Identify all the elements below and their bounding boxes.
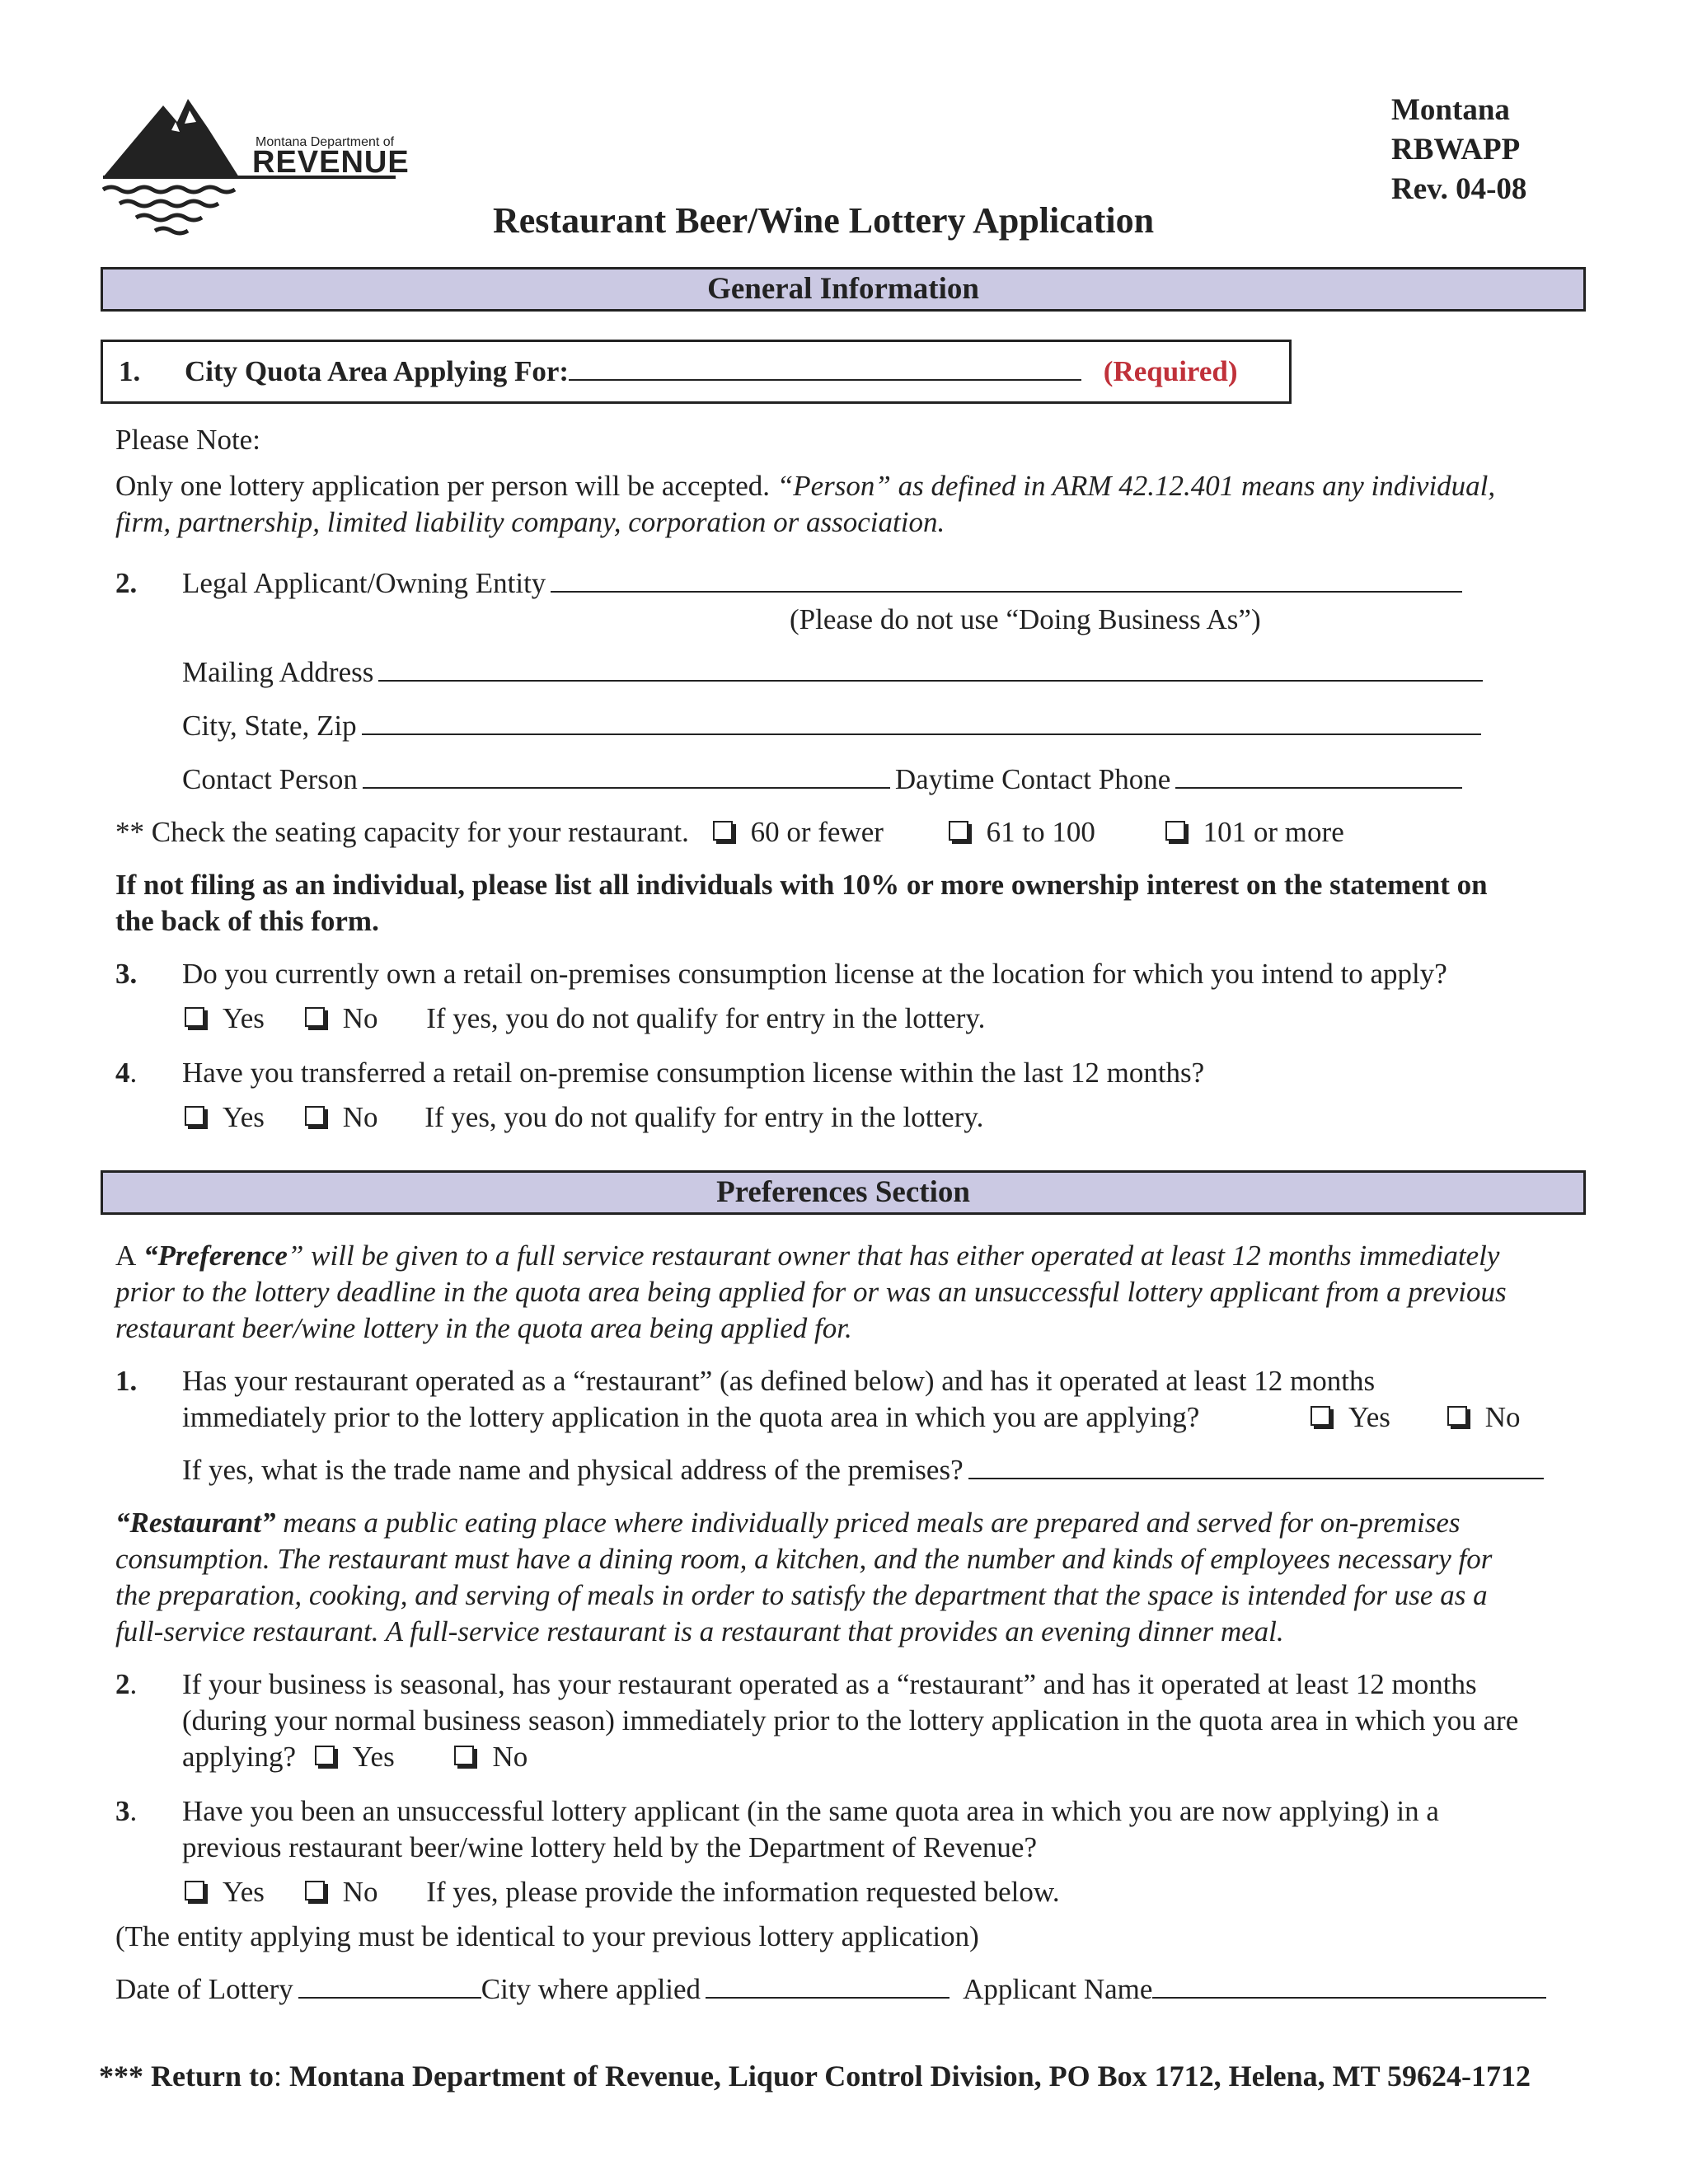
checkbox-icon[interactable] [185, 1106, 204, 1126]
city-where-applied-input[interactable] [706, 1972, 950, 1999]
seasonal-question-1: If your business is seasonal, has your restaurant operated as a “restaurant” and has it operated at least 12 months [182, 1668, 1477, 1700]
unsuccessful-number [115, 1793, 137, 1830]
city-quota-number: 1. [119, 355, 141, 387]
transferred-license-note: If yes, you do not qualify for entry in the lottery. [424, 1101, 984, 1133]
checkbox-icon[interactable] [454, 1746, 474, 1765]
restaurant-term: “Restaurant” [115, 1507, 276, 1539]
note-plain-text: Only one lottery application per person will be accepted. [115, 470, 771, 502]
seating-option-label: 61 to 100 [986, 816, 1095, 848]
applicant-name-input[interactable] [1152, 1972, 1546, 1999]
return-address [99, 2057, 1531, 2095]
transferred-number-digit: 4 [115, 1057, 130, 1089]
legal-applicant-input[interactable] [551, 566, 1462, 593]
restaurant-definition-line-2: consumption. The restaurant must have a dining room, a kitchen, and the number and kinds of employees necessary for [115, 1543, 1493, 1575]
preference-term: “Preference [143, 1240, 288, 1272]
city-state-zip-input[interactable] [362, 709, 1481, 735]
checkbox-icon[interactable] [185, 1007, 204, 1027]
seating-option-60[interactable] [713, 814, 884, 851]
form-revision: Rev. 04-08 [1391, 172, 1527, 206]
checkbox-icon[interactable] [713, 821, 733, 841]
unsuccessful-no[interactable] [305, 1874, 378, 1910]
checkbox-icon[interactable] [949, 821, 968, 841]
please-note-label: Please Note: [115, 424, 260, 456]
seating-option-101[interactable] [1165, 814, 1344, 851]
city-where-applied-label: City where applied [481, 1973, 701, 2005]
seating-option-61-100[interactable] [949, 814, 1095, 851]
operated-restaurant-no[interactable] [1447, 1399, 1521, 1436]
preference-intro-line-1 [115, 1238, 1499, 1274]
checkbox-icon[interactable] [1311, 1406, 1330, 1426]
legal-applicant-label: Legal Applicant/Owning Entity [182, 567, 546, 599]
current-license-answers [185, 1001, 985, 1037]
transferred-license-yes[interactable] [185, 1099, 265, 1136]
page-title: Restaurant Beer/Wine Lottery Application [493, 200, 1155, 241]
unsuccessful-number-dot: . [129, 1795, 138, 1827]
restaurant-definition-line-4: full-service restaurant. A full-service restaurant is a restaurant that provides an evening dinner meal. [115, 1615, 1284, 1647]
transferred-number-dot: . [129, 1057, 138, 1089]
person-note-line-2: firm, partnership, limited liability company, corporation or association. [115, 506, 945, 538]
logo-small-text: Montana Department of [256, 135, 395, 149]
dba-hint: (Please do not use “Doing Business As”) [790, 603, 1261, 635]
mailing-address-input[interactable] [378, 655, 1483, 682]
seating-option-label: 60 or fewer [750, 816, 884, 848]
applying-text: applying? [182, 1741, 297, 1773]
yes-label: Yes [1348, 1401, 1390, 1433]
unsuccessful-yes[interactable] [185, 1874, 265, 1910]
transferred-license-no[interactable] [305, 1099, 378, 1136]
no-label: No [342, 1002, 378, 1034]
trade-name-label: If yes, what is the trade name and physical address of the premises? [182, 1454, 964, 1486]
person-definition-text: “Person” as defined in ARM 42.12.401 means any individual, [776, 470, 1496, 502]
checkbox-icon[interactable] [315, 1746, 335, 1765]
seasonal-number-dot: . [129, 1668, 138, 1700]
seating-row [115, 814, 1344, 851]
yes-label: Yes [223, 1876, 265, 1908]
city-state-zip-row [182, 708, 1486, 744]
seasonal-question-3 [182, 1739, 528, 1775]
transferred-license-number [115, 1055, 137, 1091]
mailing-address-row [182, 654, 1488, 691]
applicant-name-label: Applicant Name [963, 1973, 1153, 2005]
contact-person-input[interactable] [363, 762, 890, 789]
return-to-label: Return to [151, 2060, 274, 2093]
checkbox-icon[interactable] [1165, 821, 1185, 841]
mailing-address-label: Mailing Address [182, 656, 374, 688]
checkbox-icon[interactable] [305, 1007, 325, 1027]
person-note-line-1 [115, 468, 1495, 504]
transferred-license-answers [185, 1099, 983, 1136]
unsuccessful-answers [185, 1874, 1060, 1910]
operated-restaurant-answers [1311, 1399, 1520, 1436]
seasonal-no[interactable] [454, 1739, 528, 1775]
no-label: No [1484, 1401, 1521, 1433]
current-license-number: 3. [115, 958, 138, 990]
seasonal-number-digit: 2 [115, 1668, 130, 1700]
no-label: No [342, 1101, 378, 1133]
city-state-zip-label: City, State, Zip [182, 710, 357, 742]
preference-intro-line-3: restaurant beer/wine lottery in the quota area being applied for. [115, 1312, 852, 1344]
date-of-lottery-input[interactable] [298, 1972, 481, 1999]
restaurant-definition-line-1 [115, 1505, 1460, 1541]
trade-name-input[interactable] [968, 1453, 1544, 1479]
unsuccessful-number-digit: 3 [115, 1795, 130, 1827]
city-quota-input[interactable] [569, 354, 1081, 381]
return-address-text: Montana Department of Revenue, Liquor Control Division, PO Box 1712, Helena, MT 59624-1712 [289, 2060, 1531, 2093]
yes-label: Yes [352, 1741, 395, 1773]
unsuccessful-note: If yes, please provide the information requested below. [426, 1876, 1060, 1908]
seating-prompt: ** Check the seating capacity for your restaurant. [115, 816, 689, 848]
current-license-yes[interactable] [185, 1001, 265, 1037]
lottery-history-row [115, 1971, 1551, 2008]
logo [99, 91, 410, 239]
seasonal-number [115, 1666, 137, 1703]
unsuccessful-question-1: Have you been an unsuccessful lottery applicant (in the same quota area in which you are now applying) in a [182, 1795, 1439, 1827]
preferences-section-heading: Preferences Section [101, 1170, 1586, 1215]
unsuccessful-question-2: previous restaurant beer/wine lottery held by the Department of Revenue? [182, 1831, 1037, 1863]
footer-stars: *** [99, 2060, 143, 2093]
legal-applicant-row [182, 565, 1467, 602]
operated-restaurant-yes[interactable] [1311, 1399, 1390, 1436]
definition-rest: means a public eating place where individually priced meals are prepared and served for on-premises [275, 1507, 1461, 1539]
no-label: No [492, 1741, 528, 1773]
operated-restaurant-question-1: Has your restaurant operated as a “restaurant” (as defined below) and has it operated at least 12 months [182, 1365, 1376, 1397]
seasonal-yes[interactable] [315, 1739, 395, 1775]
date-of-lottery-label: Date of Lottery [115, 1973, 293, 2005]
form-code: RBWAPP [1391, 133, 1521, 166]
city-quota-row [119, 354, 1237, 390]
entity-note: (The entity applying must be identical to your previous lottery application) [115, 1920, 979, 1952]
yes-label: Yes [223, 1101, 265, 1133]
daytime-phone-label: Daytime Contact Phone [894, 763, 1171, 795]
logo-big-text: REVENUE [252, 145, 410, 180]
contact-person-label: Contact Person [182, 763, 358, 795]
intro-rest: ” will be given to a full service restaurant owner that has either operated at least 12 months immediately [287, 1240, 1500, 1272]
form-id-block [1391, 91, 1526, 209]
preference-intro-line-2: prior to the lottery deadline in the quota area being applied for or was an unsuccessful lottery applicant from a previous [115, 1276, 1507, 1308]
current-license-no[interactable] [305, 1001, 378, 1037]
operated-restaurant-number: 1. [115, 1365, 138, 1397]
no-label: No [342, 1876, 378, 1908]
checkbox-icon[interactable] [305, 1106, 325, 1126]
checkbox-icon[interactable] [305, 1881, 325, 1900]
ownership-note-line-1: If not filing as an individual, please list all individuals with 10% or more ownership interest on the statement on [115, 869, 1488, 901]
checkbox-icon[interactable] [185, 1881, 204, 1900]
current-license-note: If yes, you do not qualify for entry in the lottery. [426, 1002, 986, 1034]
general-information-heading: General Information [101, 267, 1586, 312]
ownership-note-line-2: the back of this form. [115, 905, 379, 937]
current-license-question: Do you currently own a retail on-premises consumption license at the location for which you intend to apply? [182, 958, 1447, 990]
daytime-phone-input[interactable] [1175, 762, 1462, 789]
form-state: Montana [1391, 93, 1510, 127]
yes-label: Yes [223, 1002, 265, 1034]
footer-colon: : [273, 2060, 282, 2093]
required-marker: (Required) [1103, 355, 1238, 387]
restaurant-definition-line-3: the preparation, cooking, and serving of meals in order to satisfy the department that the space is intended for use as a [115, 1579, 1488, 1611]
checkbox-icon[interactable] [1447, 1406, 1467, 1426]
operated-restaurant-question-2: immediately prior to the lottery application in the quota area in which you are applying? [182, 1401, 1200, 1433]
intro-a: A [115, 1240, 137, 1272]
city-quota-label: City Quota Area Applying For: [185, 355, 570, 387]
contact-row [182, 762, 1467, 798]
applicant-number: 2. [115, 567, 138, 599]
seasonal-question-2: (during your normal business season) immediately prior to the lottery application in the quota area in which you are [182, 1704, 1519, 1736]
trade-name-row [182, 1452, 1549, 1488]
seating-option-label: 101 or more [1203, 816, 1344, 848]
transferred-license-question: Have you transferred a retail on-premise consumption license within the last 12 months? [182, 1057, 1205, 1089]
